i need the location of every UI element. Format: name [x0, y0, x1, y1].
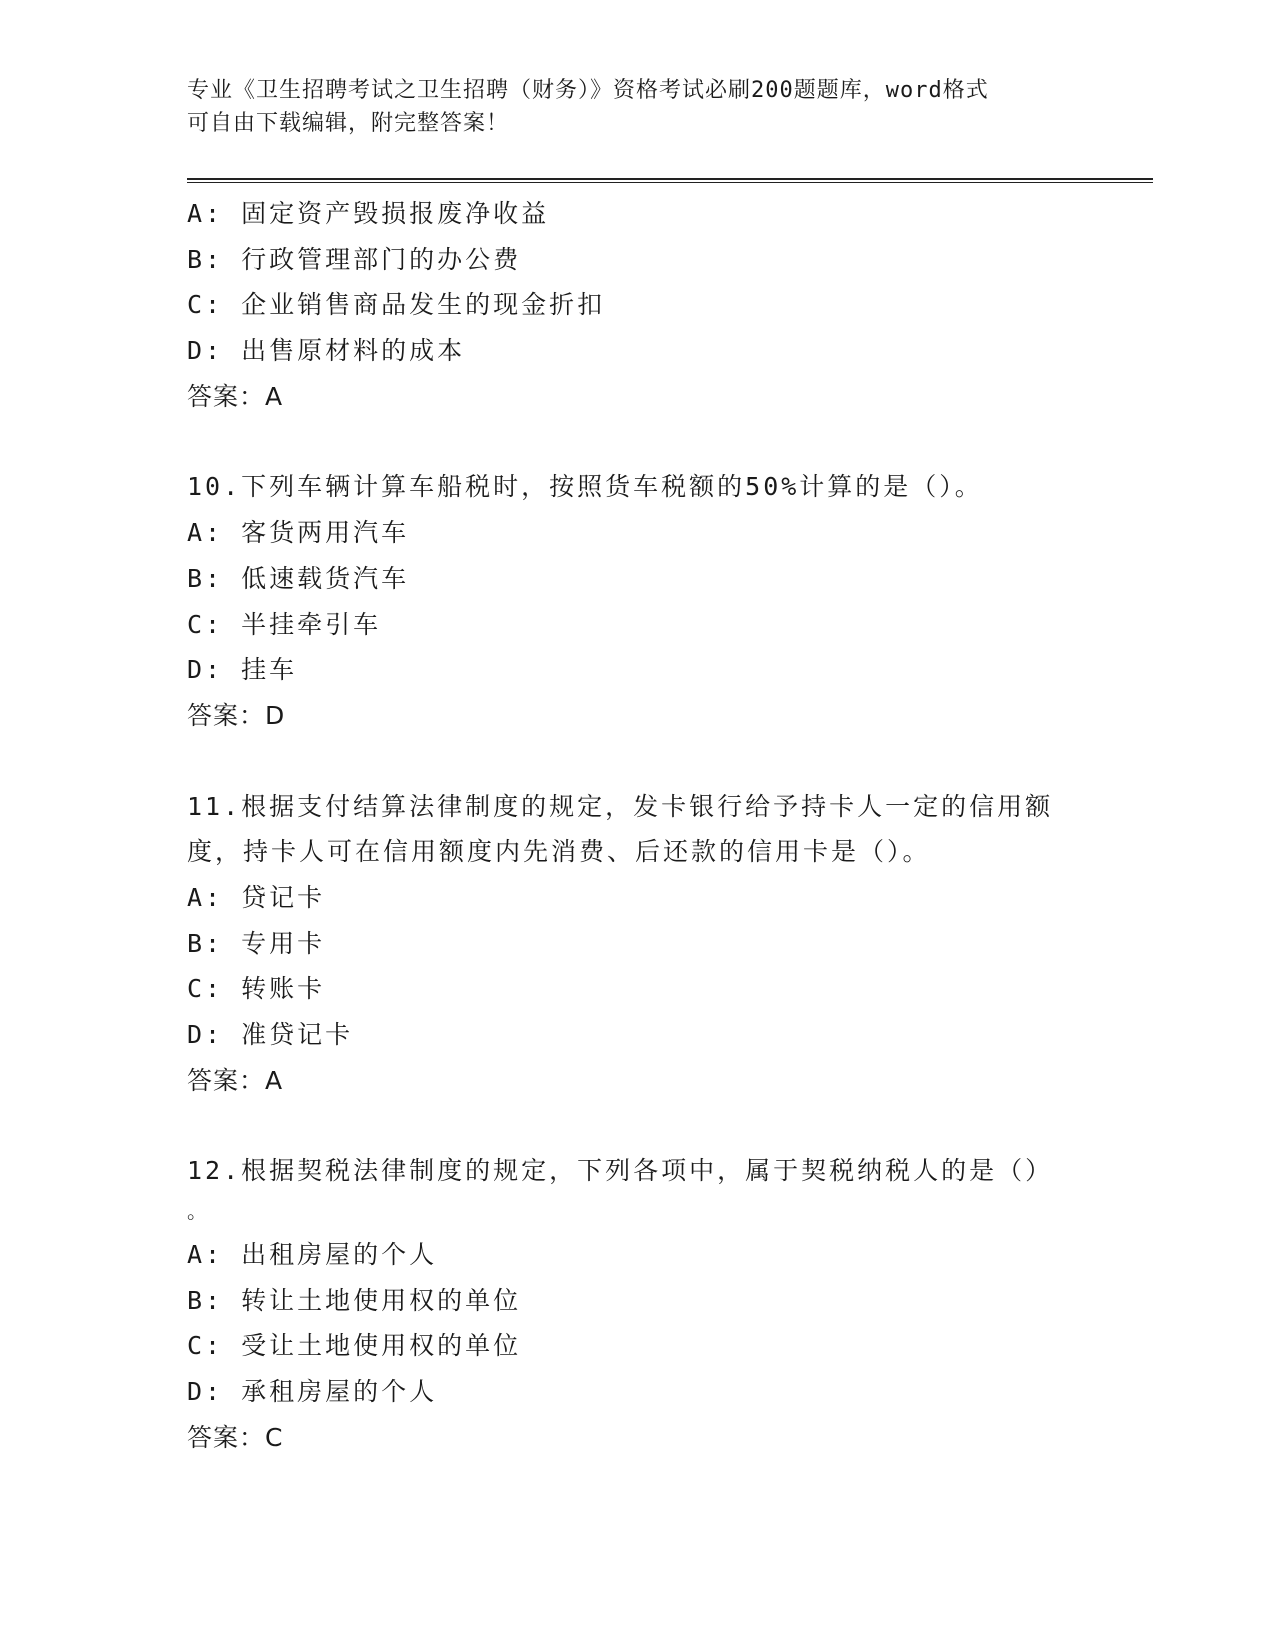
- option-a: A: 客货两用汽车: [187, 518, 410, 548]
- header-line-1: 专业《卫生招聘考试之卫生招聘（财务）》资格考试必刷200题题库，word格式: [187, 78, 989, 103]
- question-stem-continued: 。: [187, 1199, 210, 1224]
- question-stem: 12.根据契税法律制度的规定，下列各项中，属于契税纳税人的是（）: [187, 1156, 1054, 1186]
- question-block-11: [187, 784, 1087, 1104]
- option-c: C: 转账卡: [187, 974, 326, 1004]
- option-c: C: 受让土地使用权的单位: [187, 1331, 522, 1361]
- question-stem-continued: 度，持卡人可在信用额度内先消费、后还款的信用卡是（）。: [187, 837, 931, 867]
- spacer: [187, 1103, 1087, 1148]
- document-header: [187, 74, 1087, 140]
- answer-line: 答案：D: [187, 700, 286, 730]
- question-block-9: [187, 191, 1087, 419]
- question-stem: 10.下列车辆计算车船税时，按照货车税额的50%计算的是（）。: [187, 472, 983, 502]
- question-stem: 11.根据支付结算法律制度的规定，发卡银行给予持卡人一定的信用额: [187, 791, 1054, 821]
- option-d: D: 承租房屋的个人: [187, 1377, 438, 1407]
- header-divider: [187, 178, 1153, 183]
- option-b: B: 专用卡: [187, 928, 326, 958]
- question-list: [187, 191, 1087, 1461]
- answer-line: 答案：C: [187, 1422, 284, 1452]
- option-d: D: 挂车: [187, 655, 298, 685]
- option-a: A: 固定资产毁损报废净收益: [187, 199, 550, 228]
- option-b: B: 低速载货汽车: [187, 563, 410, 593]
- option-c: C: 企业销售商品发生的现金折扣: [187, 290, 606, 320]
- option-c: C: 半挂牵引车: [187, 609, 382, 639]
- spacer: [187, 739, 1087, 784]
- answer-line: 答案：A: [187, 1065, 284, 1095]
- option-b: B: 转让土地使用权的单位: [187, 1285, 522, 1315]
- option-d: D: 准贷记卡: [187, 1020, 354, 1049]
- header-line-2: 可自由下载编辑，附完整答案！: [187, 111, 510, 136]
- option-a: A: 出租房屋的个人: [187, 1240, 438, 1270]
- option-d: D: 出售原材料的成本: [187, 336, 466, 366]
- question-block-10: [187, 464, 1087, 738]
- question-block-12: [187, 1148, 1087, 1460]
- answer-line: 答案：A: [187, 381, 284, 411]
- option-a: A: 贷记卡: [187, 882, 326, 912]
- option-b: B: 行政管理部门的办公费: [187, 244, 522, 274]
- spacer: [187, 419, 1087, 464]
